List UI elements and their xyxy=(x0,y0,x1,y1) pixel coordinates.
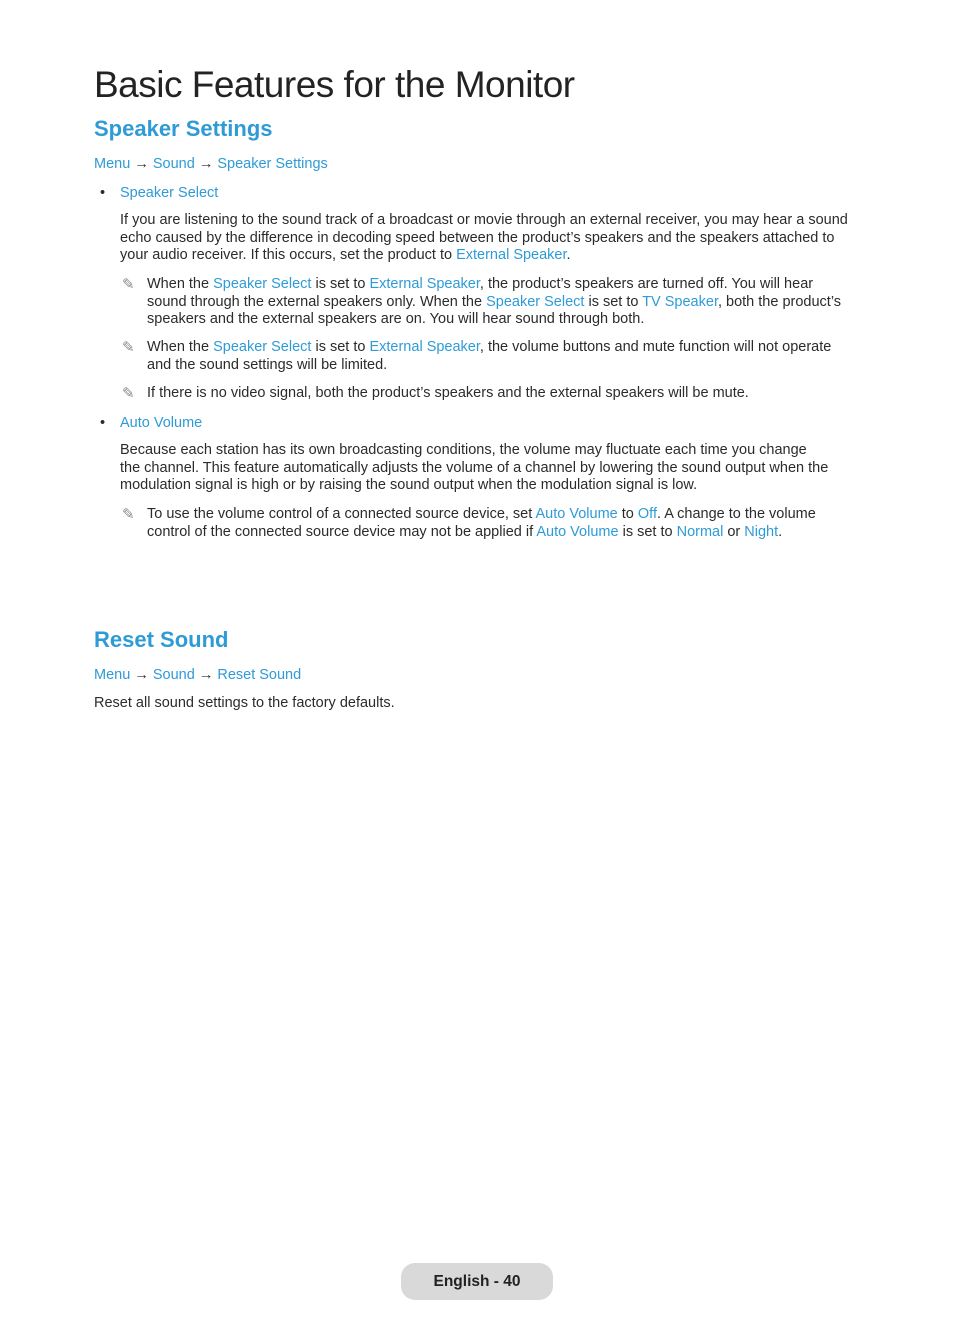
note-text: , both the product’s xyxy=(717,293,842,310)
page-title: Basic Features for the Monitor xyxy=(94,64,575,105)
note-line xyxy=(147,276,841,294)
bullet-speaker-select xyxy=(100,184,218,202)
path-arrow: → xyxy=(198,667,214,683)
section-title-reset-sound: Reset Sound xyxy=(94,627,229,652)
pencil-note-icon: ✎ xyxy=(122,506,135,523)
speaker-select-description xyxy=(120,212,855,265)
note-body xyxy=(147,506,816,541)
normal-term: Normal xyxy=(676,523,724,540)
note-body xyxy=(147,339,831,374)
note-line xyxy=(147,506,816,524)
para-line: the channel. This feature automatically adjusts the volume of a channel by lowering the sound output when the xyxy=(120,459,829,476)
speaker-select-label: Speaker Select xyxy=(120,185,219,201)
reset-sound-description: Reset all sound settings to the factory defaults. xyxy=(94,695,395,711)
auto-volume-term: Auto Volume xyxy=(536,523,619,540)
note-text: When the xyxy=(147,339,214,355)
path-arrow: → xyxy=(198,156,214,172)
para-line xyxy=(120,247,855,265)
note-text: is set to xyxy=(618,523,677,540)
pencil-note-icon: ✎ xyxy=(122,276,135,293)
note-body xyxy=(147,385,749,403)
speaker-select-term: Speaker Select xyxy=(486,293,585,310)
note-text: To use the volume control of a connected source device, set xyxy=(147,506,536,522)
para-line: If you are listening to the sound track of a broadcast or movie through an external receiver, you may hear a sound xyxy=(120,212,848,228)
speaker-select-term: Speaker Select xyxy=(213,276,312,292)
note-text: to xyxy=(617,506,638,522)
note-line xyxy=(147,339,831,357)
para-line: echo caused by the difference in decoding speed between the product’s speakers and the speakers attached to xyxy=(120,229,835,246)
path-arrow: → xyxy=(134,667,149,683)
menu-path-reset-sound xyxy=(94,666,301,684)
note-line xyxy=(147,524,816,542)
path-menu: Menu xyxy=(94,667,131,683)
note-body xyxy=(147,276,841,329)
pencil-note-icon: ✎ xyxy=(122,339,135,356)
external-speaker-term: External Speaker xyxy=(369,276,480,292)
external-speaker-term: External Speaker xyxy=(456,247,567,264)
note-text: control of the connected source device may not be applied if xyxy=(147,523,537,540)
path-arrow: → xyxy=(134,156,149,172)
note-text: is set to xyxy=(311,339,370,355)
note-line: speakers and the external speakers are on. You will hear sound through both. xyxy=(147,311,645,328)
note-text: is set to xyxy=(311,276,370,292)
para-text: your audio receiver. If this occurs, set the product to xyxy=(120,247,453,264)
note-line: and the sound settings will be limited. xyxy=(147,356,388,373)
path-sound: Sound xyxy=(152,156,195,172)
auto-volume-label: Auto Volume xyxy=(120,415,203,431)
auto-volume-description xyxy=(120,442,855,495)
note-text: is set to xyxy=(584,293,643,310)
note-text: , the product’s speakers are turned off. You will hear xyxy=(479,276,814,292)
path-menu: Menu xyxy=(94,156,131,172)
menu-path-speaker-settings xyxy=(94,155,328,173)
note-line xyxy=(147,294,841,312)
note-text: . A change to the volume xyxy=(656,506,816,522)
bullet-dot: • xyxy=(100,415,106,431)
note-line: If there is no video signal, both the product’s speakers and the external speakers will be mute. xyxy=(147,385,749,401)
tv-speaker-term: TV Speaker xyxy=(642,293,718,310)
night-term: Night xyxy=(744,523,779,540)
note-text: When the xyxy=(147,276,214,292)
note-text: or xyxy=(723,523,745,540)
path-sound: Sound xyxy=(152,667,195,683)
path-speaker-settings: Speaker Settings xyxy=(217,156,328,172)
page-number-badge: English - 40 xyxy=(401,1263,553,1300)
auto-volume-term: Auto Volume xyxy=(535,506,618,522)
bullet-dot: • xyxy=(100,185,106,201)
para-end: . xyxy=(566,247,571,264)
section-title-speaker-settings: Speaker Settings xyxy=(94,116,273,141)
off-term: Off xyxy=(637,506,657,522)
note-text: sound through the external speakers only. When the xyxy=(147,293,487,310)
path-reset-sound: Reset Sound xyxy=(217,667,302,683)
speaker-select-term: Speaker Select xyxy=(213,339,312,355)
note-text: , the volume buttons and mute function will not operate xyxy=(479,339,832,355)
bullet-auto-volume xyxy=(100,414,202,432)
para-line: modulation signal is high or by raising the sound output when the modulation signal is low. xyxy=(120,477,698,494)
pencil-note-icon: ✎ xyxy=(122,385,135,402)
external-speaker-term: External Speaker xyxy=(369,339,480,355)
para-line: Because each station has its own broadcasting conditions, the volume may fluctuate each time you change xyxy=(120,442,807,458)
note-text: . xyxy=(778,523,783,540)
